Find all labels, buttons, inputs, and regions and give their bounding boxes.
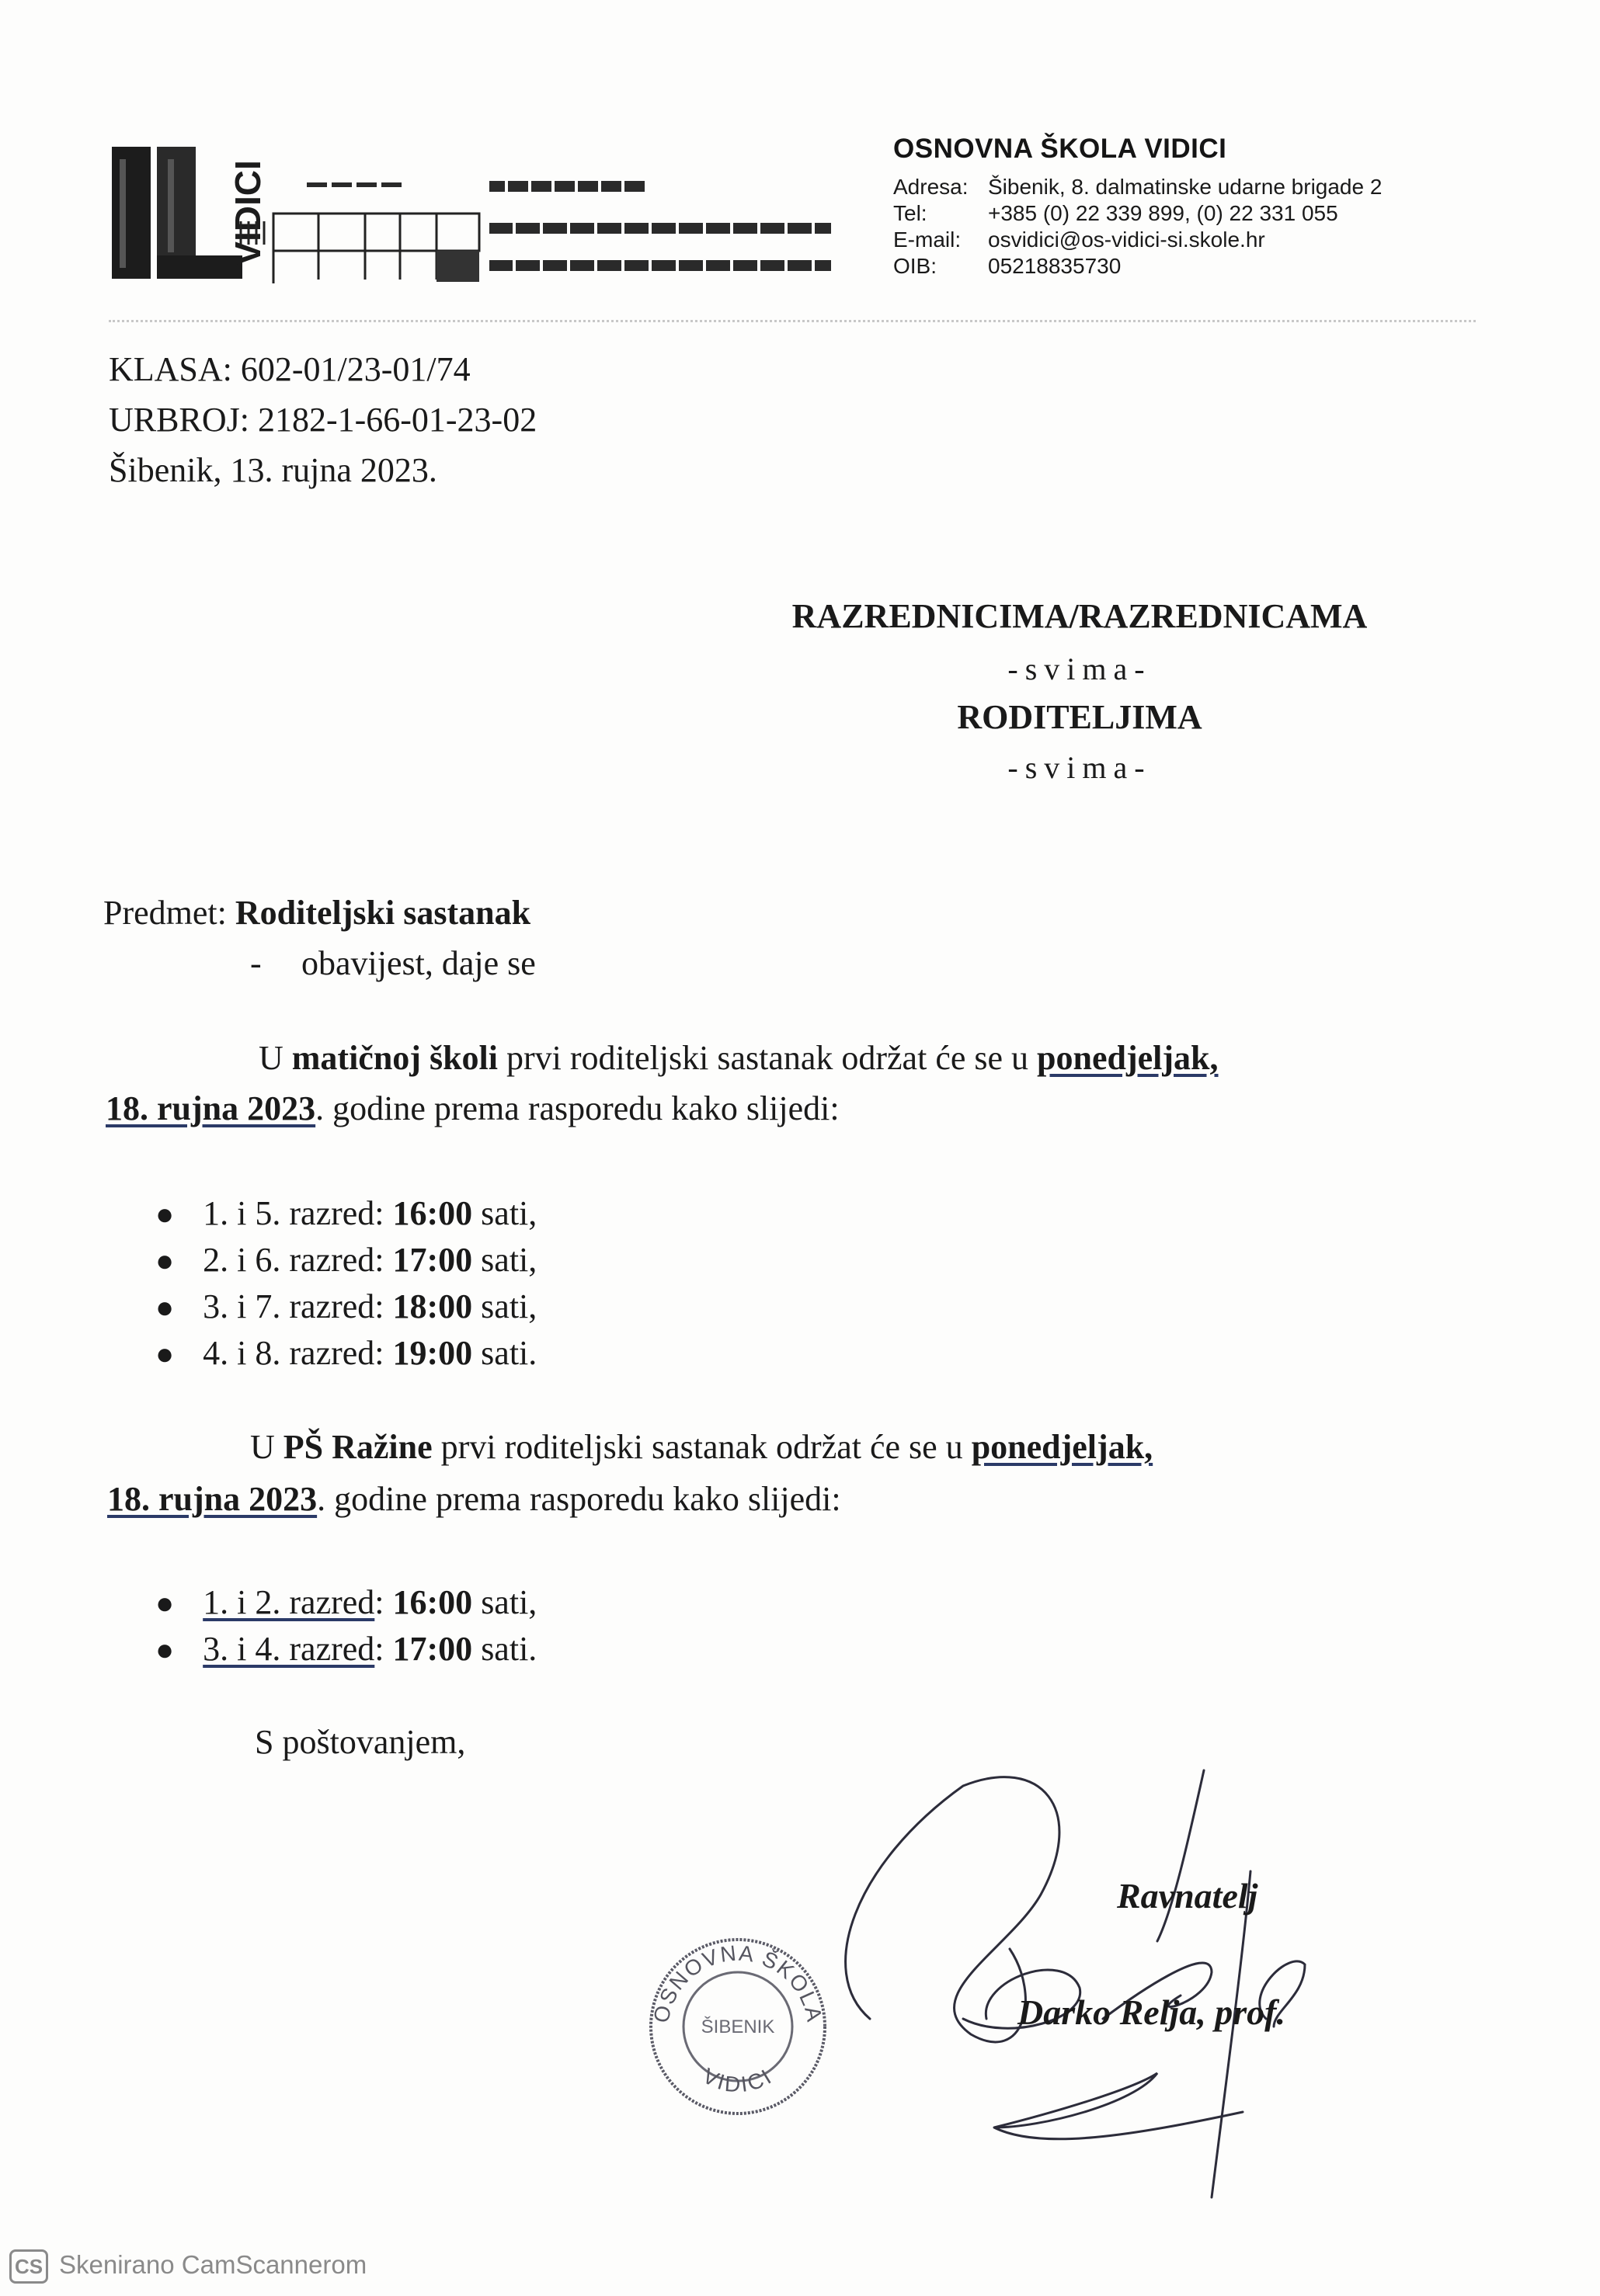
meeting-date-1: 18. rujna 2023 (106, 1089, 316, 1127)
paragraph-branch-school-line2: 18. rujna 2023. godine prema rasporedu kako slijedi: (107, 1480, 841, 1518)
subject-line (103, 893, 530, 933)
school-name: OSNOVNA ŠKOLA VIDICI (893, 134, 1227, 164)
school-stamp (645, 1933, 831, 2120)
oib-value: 05218835730 (988, 254, 1122, 278)
bullet-icon: ● (155, 1336, 175, 1371)
meeting-day-1: ponedjeljak, (1037, 1039, 1219, 1077)
letterhead-divider (109, 320, 1476, 322)
subject-title: Roditeljski sastanak (235, 894, 531, 932)
list-item: ● 1. i 5. razred: 16:00 sati, (155, 1194, 537, 1232)
svg-text:ŠIBENIK: ŠIBENIK (701, 2016, 775, 2037)
list-item: ● 4. i 8. razred: 19:00 sati. (155, 1334, 537, 1372)
main-school-name: matičnoj školi (291, 1039, 499, 1077)
bullet-icon: ● (155, 1243, 175, 1278)
svg-text:VIDICI: VIDICI (228, 160, 268, 266)
urbroj-number: URBROJ: 2182-1-66-01-23-02 (109, 401, 537, 439)
list-item: ● 3. i 4. razred: 17:00 sati. (155, 1630, 537, 1668)
email-value: osvidici@os-vidici-si.skole.hr (988, 228, 1265, 252)
subject-dash: - (250, 944, 262, 982)
paragraph-branch-school-line1: U PŠ Ražine prvi roditeljski sastanak održat će se u ponedjeljak, (250, 1428, 1153, 1466)
branch-school-name: PŠ Ražine (283, 1428, 433, 1466)
closing-greeting: S poštovanjem, (255, 1723, 466, 1761)
list-item: ● 2. i 6. razred: 17:00 sati, (155, 1241, 537, 1279)
svg-text:VIDICI: VIDICI (698, 2063, 777, 2097)
paragraph-main-school-line2: 18. rujna 2023. godine prema rasporedu kako slijedi: (106, 1089, 840, 1127)
subject-subtitle: obavijest, daje se (301, 944, 536, 982)
signatory-role: Ravnatelj (1117, 1876, 1258, 1916)
paragraph-main-school-line1: U matičnoj školi prvi roditeljski sastanak održat će se u ponedjeljak, (259, 1039, 1219, 1077)
bullet-icon: ● (155, 1632, 175, 1667)
meeting-day-2: ponedjeljak, (971, 1428, 1153, 1466)
phone-label: Tel: (893, 201, 927, 225)
oib-label: OIB: (893, 254, 937, 278)
klasa-number: KLASA: 602-01/23-01/74 (109, 350, 471, 388)
recipient-line-class-teachers: RAZREDNICIMA/RAZREDNICAMA (791, 597, 1368, 635)
phone-value: +385 (0) 22 339 899, (0) 22 331 055 (988, 201, 1338, 225)
camscanner-logo-icon: CS (9, 2249, 48, 2284)
scanner-watermark-text: Skenirano CamScannerom (59, 2250, 367, 2279)
recipient-line-all-2: -svima- (1007, 750, 1152, 785)
bullet-icon: ● (155, 1586, 175, 1620)
place-and-date: Šibenik, 13. rujna 2023. (109, 451, 437, 489)
bullet-icon: ● (155, 1290, 175, 1325)
subject-label: Predmet: (103, 894, 227, 932)
meeting-date-2: 18. rujna 2023 (107, 1480, 318, 1518)
list-item: ● 1. i 2. razred: 16:00 sati, (155, 1583, 537, 1621)
recipient-line-all-1: -svima- (1007, 651, 1152, 686)
school-building-graphic (233, 167, 839, 283)
email-label: E-mail: (893, 228, 962, 252)
signatory-name: Darko Relja, prof. (1017, 1992, 1285, 2032)
bullet-icon: ● (155, 1197, 175, 1231)
recipient-line-parents: RODITELJIMA (957, 698, 1202, 736)
address-label: Adresa: (893, 175, 969, 199)
address-value: Šibenik, 8. dalmatinske udarne brigade 2 (988, 175, 1383, 199)
svg-text:OSNOVNA ŠKOLA: OSNOVNA ŠKOLA (649, 1940, 827, 2025)
list-item: ● 3. i 7. razred: 18:00 sati, (155, 1287, 537, 1325)
